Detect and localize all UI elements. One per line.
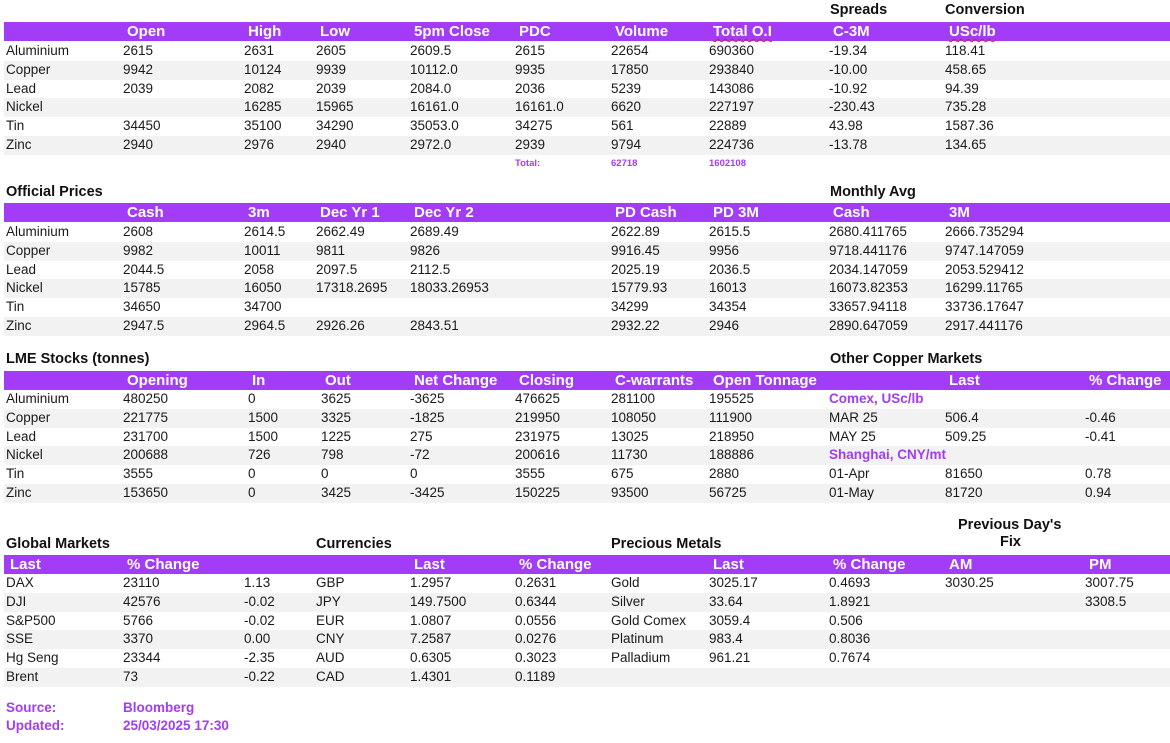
official-cell: 2926.26 [316, 318, 365, 333]
metal-name: Copper [6, 242, 51, 258]
summary-cell: 17850 [611, 61, 649, 77]
stocks-col-header: Last [949, 372, 980, 389]
stocks-cell: 3555 [515, 466, 546, 482]
summary-cell: -10.00 [829, 61, 868, 77]
official-cell: 2843.51 [410, 318, 459, 333]
official-cell: 9956 [709, 242, 740, 258]
official-cell: 17318.2695 [316, 280, 388, 296]
row-band [4, 484, 1170, 503]
official-cell: 2097.5 [316, 261, 358, 277]
index-name: Brent [6, 669, 39, 684]
markets-col-header: PM [1089, 556, 1112, 573]
fix-pm: 3308.5 [1085, 593, 1127, 609]
stocks-cell: 1500 [248, 409, 279, 425]
summary-cell: 143086 [709, 80, 755, 96]
official-cell: 2680.411765 [829, 224, 907, 239]
precious-last: 3025.17 [709, 575, 758, 590]
currency-last: 0.6305 [410, 650, 452, 666]
official-cell: 15779.93 [611, 280, 668, 296]
stocks-cell: -3425 [410, 485, 445, 500]
stocks-col-header: Open Tonnage [713, 372, 817, 389]
summary-col-header: Total O.I [713, 23, 772, 40]
stocks-cell: 3425 [321, 485, 352, 500]
source-label: Source: [6, 700, 57, 715]
summary-cell: 22889 [709, 118, 747, 134]
index-name: DJI [6, 593, 27, 609]
stocks-cell: 480250 [123, 391, 169, 406]
metal-name: Lead [6, 428, 37, 444]
index-change: 1.13 [244, 575, 271, 590]
stocks-cell: 153650 [123, 485, 169, 500]
index-name: SSE [6, 631, 34, 647]
official-cell: 2947.5 [123, 318, 165, 333]
summary-cell: 16161.0 [410, 99, 459, 115]
precious-name: Gold Comex [611, 612, 687, 628]
markets-col-header: Last [713, 556, 744, 573]
index-change: -0.02 [244, 593, 275, 609]
official-cell: 16050 [244, 280, 282, 296]
index-name: S&P500 [6, 612, 56, 628]
currency-last: 149.7500 [410, 593, 467, 609]
stocks-cell: 476625 [515, 391, 561, 406]
precious-last: 33.64 [709, 593, 743, 609]
summary-col-header: High [248, 23, 282, 40]
summary-col-header: Open [127, 23, 166, 40]
stocks-cell: 3325 [321, 409, 352, 425]
stocks-cell: 231975 [515, 428, 561, 444]
summary-cell: 9935 [515, 61, 546, 77]
stocks-cell: 0 [248, 466, 256, 482]
summary-cell: 2631 [244, 43, 275, 58]
stocks-col-header: In [252, 372, 266, 389]
stocks-cell: 93500 [611, 485, 649, 500]
fix-title-line1: Previous Day's [958, 517, 1062, 533]
markets-header [4, 555, 1170, 574]
summary-cell: 16161.0 [515, 99, 564, 115]
official-cell: 34650 [123, 299, 161, 315]
official-prices-title: Official Prices [6, 184, 103, 200]
index-last: 5766 [123, 612, 154, 628]
lme-stocks-title: LME Stocks (tonnes) [6, 351, 150, 367]
stocks-cell: 798 [321, 447, 344, 463]
row-band [4, 98, 1170, 117]
summary-cell: 118.41 [945, 43, 986, 58]
row-band [4, 61, 1170, 80]
official-cell: 33736.17647 [945, 299, 1024, 315]
summary-cell: 16285 [244, 99, 282, 115]
official-cell: 2112.5 [410, 261, 451, 277]
summary-cell: 2039 [123, 80, 154, 96]
summary-cell: 2940 [123, 137, 154, 152]
markets-col-header: Last [414, 556, 445, 573]
currency-name: EUR [316, 612, 345, 628]
contract-change: 0.78 [1085, 466, 1112, 482]
summary-cell: 43.98 [829, 118, 863, 134]
fix-title-line2: Fix [1000, 534, 1021, 550]
currency-last: 7.2587 [410, 631, 452, 647]
currency-change: 0.0556 [515, 612, 557, 628]
currency-change: 0.6344 [515, 593, 557, 609]
contract-label: MAR 25 [829, 409, 878, 425]
precious-change: 0.4693 [829, 575, 871, 590]
contract-label: 01-Apr [829, 466, 870, 482]
contract-last: 509.25 [945, 428, 987, 444]
stocks-cell: 11730 [611, 447, 648, 463]
stocks-cell: 0 [248, 485, 256, 500]
stocks-cell: 0 [248, 391, 256, 406]
official-cell: 33657.94118 [829, 299, 907, 315]
contract-last: 81720 [945, 485, 983, 500]
precious-name: Gold [611, 575, 640, 590]
official-cell: 9982 [123, 242, 154, 258]
metal-name: Copper [6, 409, 51, 425]
contract-label: MAY 25 [829, 428, 876, 444]
summary-cell: 458.65 [945, 61, 987, 77]
row-band [4, 593, 1170, 612]
currency-change: 0.3023 [515, 650, 557, 666]
summary-col-header: 5pm Close [414, 23, 490, 40]
index-change: -0.22 [244, 669, 275, 684]
metal-name: Tin [6, 466, 25, 482]
stocks-cell: 200616 [515, 447, 561, 463]
summary-cell: 6620 [611, 99, 642, 115]
summary-cell: 94.39 [945, 80, 979, 96]
currency-change: 0.0276 [515, 631, 557, 647]
summary-col-header: Low [320, 23, 350, 40]
monthly-avg-title: Monthly Avg [830, 184, 916, 200]
precious-last: 3059.4 [709, 612, 751, 628]
official-cell: 2034.147059 [829, 261, 908, 277]
official-cell: 16073.82353 [829, 280, 908, 296]
summary-col-header: C-3M [833, 23, 870, 40]
contract-label: 01-May [829, 485, 875, 500]
index-name: DAX [6, 575, 34, 590]
summary-cell: 224736 [709, 137, 755, 152]
summary-cell: 15965 [316, 99, 354, 115]
stocks-cell: 108050 [611, 409, 657, 425]
stocks-cell: 150225 [515, 485, 561, 500]
metal-name: Nickel [6, 280, 43, 296]
currencies-title: Currencies [316, 536, 392, 552]
summary-cell: 34275 [515, 118, 553, 134]
official-col-header: PD 3M [713, 204, 759, 221]
row-band [4, 136, 1170, 155]
official-col-header: Dec Yr 2 [414, 204, 474, 221]
official-cell: 2614.5 [244, 224, 286, 239]
stocks-cell: 1500 [248, 428, 279, 444]
official-cell: 9747.147059 [945, 242, 1024, 258]
summary-cell: -230.43 [829, 99, 875, 115]
stocks-cell: 56725 [709, 485, 747, 500]
precious-metals-title: Precious Metals [611, 536, 722, 552]
official-cell: 2036.5 [709, 261, 751, 277]
stocks-cell: -72 [410, 447, 430, 463]
metal-name: Nickel [6, 99, 43, 115]
official-col-header: Cash [833, 204, 870, 221]
precious-change: 0.7674 [829, 650, 871, 666]
summary-cell: -13.78 [829, 137, 868, 152]
metal-name: Tin [6, 118, 25, 134]
summary-cell: 9939 [316, 61, 347, 77]
stocks-col-header: Out [325, 372, 351, 389]
official-cell: 2615.5 [709, 224, 751, 239]
summary-cell: 735.28 [945, 99, 987, 115]
summary-cell: 2940 [316, 137, 347, 152]
metal-name: Aluminium [6, 391, 70, 406]
official-cell: 9811 [316, 242, 346, 258]
summary-cell: 2615 [123, 43, 154, 58]
summary-cell: 2939 [515, 137, 546, 152]
metal-name: Zinc [6, 137, 32, 152]
summary-cell: 227197 [709, 99, 755, 115]
metal-name: Copper [6, 61, 51, 77]
stocks-cell: 275 [410, 428, 433, 444]
metal-name: Lead [6, 80, 37, 96]
official-cell: 16013 [709, 280, 747, 296]
stocks-cell: 2880 [709, 466, 740, 482]
stocks-cell: 195525 [709, 391, 755, 406]
official-cell: 9916.45 [611, 242, 660, 258]
summary-cell: 35053.0 [410, 118, 459, 134]
total-volume: 62718 [611, 158, 638, 169]
precious-change: 0.506 [829, 612, 863, 628]
currency-change: 0.2631 [515, 575, 557, 590]
contract-change: -0.41 [1085, 428, 1116, 444]
summary-cell: 9942 [123, 61, 154, 77]
stocks-cell: 200688 [123, 447, 169, 463]
currency-last: 1.2957 [410, 575, 452, 590]
stocks-cell: 0 [321, 466, 329, 482]
global-markets-title: Global Markets [6, 536, 110, 552]
summary-header [4, 22, 1170, 41]
currency-last: 1.4301 [410, 669, 452, 684]
stocks-cell: 1225 [321, 428, 352, 444]
summary-cell: 34290 [316, 118, 354, 134]
summary-cell: 2615 [515, 43, 546, 58]
stocks-cell: 0 [410, 466, 418, 482]
official-cell: 2662.49 [316, 224, 365, 239]
official-col-header: 3M [949, 204, 970, 221]
summary-cell: -19.34 [829, 43, 868, 58]
summary-cell: 2082 [244, 80, 275, 96]
stocks-cell: 221775 [123, 409, 169, 425]
stocks-col-header: Opening [127, 372, 188, 389]
index-last: 23110 [123, 575, 160, 590]
summary-cell: 293840 [709, 61, 755, 77]
currency-name: GBP [316, 575, 345, 590]
summary-cell: 10112.0 [410, 61, 458, 77]
stocks-cell: 675 [611, 466, 634, 482]
stocks-col-header: Closing [519, 372, 574, 389]
markets-col-header: Last [10, 556, 41, 573]
summary-cell: 2609.5 [410, 43, 452, 58]
stocks-cell: -1825 [410, 409, 445, 425]
official-cell: 15785 [123, 280, 161, 296]
row-band [4, 446, 1170, 465]
official-col-header: Cash [127, 204, 164, 221]
markets-col-header: % Change [127, 556, 200, 573]
currency-last: 1.0807 [410, 612, 452, 628]
official-cell: 2666.735294 [945, 224, 1024, 239]
contract-last: 506.4 [945, 409, 979, 425]
summary-cell: -10.92 [829, 80, 868, 96]
official-cell: 10011 [244, 242, 281, 258]
summary-cell: 1587.36 [945, 118, 994, 134]
index-change: -0.02 [244, 612, 275, 628]
stocks-cell: 13025 [611, 428, 649, 444]
currency-name: CAD [316, 669, 345, 684]
summary-cell: 2972.0 [410, 137, 452, 152]
official-cell: 18033.26953 [410, 280, 489, 296]
metal-name: Lead [6, 261, 37, 277]
contract-change: 0.94 [1085, 485, 1112, 500]
precious-change: 0.8036 [829, 631, 871, 647]
summary-cell: 690360 [709, 43, 755, 58]
official-cell: 34700 [244, 299, 282, 315]
currency-change: 0.1189 [515, 669, 556, 684]
other-copper-title: Other Copper Markets [830, 351, 983, 367]
metal-name: Tin [6, 299, 25, 315]
stocks-cell: 281100 [611, 391, 656, 406]
index-change: 0.00 [244, 631, 271, 647]
official-cell: 34354 [709, 299, 747, 315]
other-market-heading: Comex, USc/lb [829, 391, 924, 406]
row-band [4, 668, 1170, 687]
metal-name: Zinc [6, 318, 32, 333]
summary-cell: 2976 [244, 137, 275, 152]
precious-last: 983.4 [709, 631, 743, 647]
markets-col-header: % Change [833, 556, 906, 573]
precious-change: 1.8921 [829, 593, 871, 609]
summary-cell: 561 [611, 118, 634, 134]
summary-cell: 2084.0 [410, 80, 452, 96]
metal-name: Zinc [6, 485, 32, 500]
official-cell: 2058 [244, 261, 275, 277]
official-cell: 2964.5 [244, 318, 286, 333]
official-cell: 2025.19 [611, 261, 660, 277]
index-last: 73 [123, 669, 139, 684]
markets-col-header: % Change [519, 556, 592, 573]
precious-name: Silver [611, 593, 645, 609]
summary-cell: 5239 [611, 80, 642, 96]
spreads-label: Spreads [830, 2, 888, 18]
metal-name: Aluminium [6, 43, 70, 58]
updated-label: Updated: [6, 718, 65, 733]
official-cell: 2932.22 [611, 318, 660, 333]
currency-name: AUD [316, 650, 345, 666]
stocks-cell: 111900 [709, 409, 753, 425]
other-market-heading: Shanghai, CNY/mt [829, 447, 947, 463]
stocks-cell: 218950 [709, 428, 755, 444]
precious-name: Palladium [611, 650, 671, 666]
official-header [4, 203, 1170, 222]
stocks-col-header: % Change [1089, 372, 1162, 389]
official-col-header: Dec Yr 1 [320, 204, 380, 221]
index-last: 23344 [123, 650, 161, 666]
official-cell: 2053.529412 [945, 261, 1024, 277]
index-last: 42576 [123, 593, 161, 609]
total-label: Total: [515, 158, 541, 169]
official-cell: 2622.89 [611, 224, 660, 239]
official-cell: 2608 [123, 224, 154, 239]
markets-col-header: AM [949, 556, 973, 573]
summary-cell: 35100 [244, 118, 282, 134]
stocks-col-header: C-warrants [615, 372, 694, 389]
stocks-header [4, 371, 1170, 390]
metal-name: Aluminium [6, 224, 70, 239]
summary-col-header: Volume [615, 23, 669, 40]
summary-col-header: USc/lb [949, 23, 996, 40]
official-cell: 9826 [410, 242, 441, 258]
contract-last: 81650 [945, 466, 983, 482]
summary-cell: 2036 [515, 80, 546, 96]
official-col-header: 3m [248, 204, 270, 221]
summary-cell: 22654 [611, 43, 649, 58]
fix-am: 3030.25 [945, 575, 994, 590]
official-cell: 2044.5 [123, 261, 165, 277]
total-oi: 1602108 [709, 158, 746, 169]
stocks-cell: 219950 [515, 409, 561, 425]
index-change: -2.35 [244, 650, 275, 666]
summary-cell: 2039 [316, 80, 347, 96]
stocks-cell: -3625 [410, 391, 445, 406]
summary-cell: 34450 [123, 118, 161, 134]
currency-name: CNY [316, 631, 345, 647]
stocks-cell: 3555 [123, 466, 154, 482]
source-value: Bloomberg [123, 700, 195, 715]
stocks-cell: 188886 [709, 447, 755, 463]
official-cell: 2946 [709, 318, 740, 333]
row-band [4, 630, 1170, 649]
summary-cell: 10124 [244, 61, 282, 77]
official-cell: 2890.647059 [829, 318, 908, 333]
precious-last: 961.21 [709, 650, 751, 666]
contract-change: -0.46 [1085, 409, 1116, 425]
official-col-header: PD Cash [615, 204, 677, 221]
index-last: 3370 [123, 631, 154, 647]
summary-cell: 134.65 [945, 137, 987, 152]
fix-pm: 3007.75 [1085, 575, 1134, 590]
official-cell: 16299.11765 [945, 280, 1023, 296]
metal-name: Nickel [6, 447, 43, 463]
precious-name: Platinum [611, 631, 664, 647]
summary-col-header: PDC [519, 23, 551, 40]
stocks-col-header: Net Change [414, 372, 498, 389]
official-cell: 2689.49 [410, 224, 459, 239]
official-cell: 34299 [611, 299, 649, 315]
official-cell: 2917.441176 [945, 318, 1023, 333]
official-cell: 9718.441176 [829, 242, 907, 258]
conversion-label: Conversion [945, 2, 1025, 18]
stocks-cell: 231700 [123, 428, 169, 444]
stocks-cell: 3625 [321, 391, 352, 406]
stocks-cell: 726 [248, 447, 271, 463]
row-band [4, 409, 1170, 428]
currency-name: JPY [316, 593, 341, 609]
index-name: Hg Seng [6, 650, 59, 666]
summary-cell: 2605 [316, 43, 347, 58]
summary-cell: 9794 [611, 137, 642, 152]
updated-value: 25/03/2025 17:30 [123, 718, 229, 733]
